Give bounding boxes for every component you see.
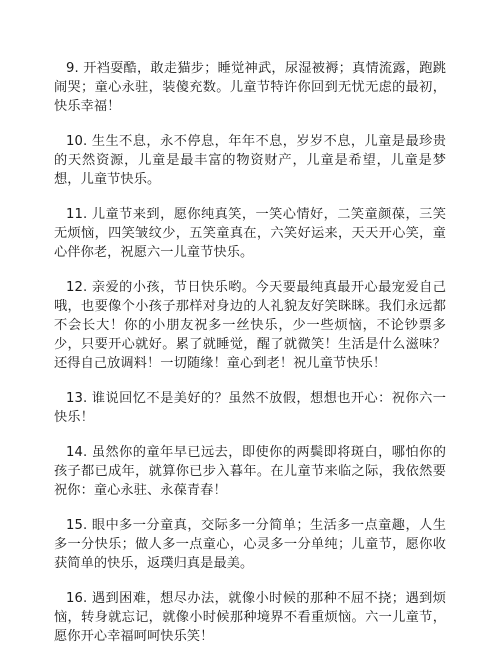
paragraph-12: 12. 亲爱的小孩，节日快乐哟。今天要最纯真最开心最宠爱自己哦，也要像个小孩子那样对身边的人礼貌友好笑眯眯。我们永远都不会长大！你的小朋友祝多一丝快乐，少一些烦恼，不论钞票多少，只要开心就好。累了就睡觉，醒了就微笑！生活是什么滋味？还得自己放调料！一切随缘！童心到老！祝儿童节快乐！ [54, 280, 446, 371]
paragraph-13: 13. 谁说回忆不是美好的？虽然不放假，想想也开心：祝你六一快乐！ [54, 391, 446, 425]
paragraph-14: 14. 虽然你的童年早已远去，即使你的两鬓即将斑白，哪怕你的孩子都已成年，就算你已步入暮年。在儿童节来临之际，我依然要祝你：童心永驻、永葆青春！ [54, 445, 446, 498]
paragraph-10: 10. 生生不息，永不停息，年年不息，岁岁不息，儿童是最珍贵的天然资源，儿童是最丰富的物资财产，儿童是希望，儿童是梦想，儿童节快乐。 [54, 134, 446, 187]
paragraph-15: 15. 眼中多一分童真，交际多一分简单；生活多一点童趣，人生多一分快乐；做人多一点童心，心灵多一分单纯；儿童节，愿你收获简单的快乐，返璞归真是最美。 [54, 518, 446, 571]
paragraph-9: 9. 开裆耍酷，敢走猫步；睡觉神武，尿湿被褥；真情流露，跑跳闹哭；童心永驻，装傻充数。儿童节特许你回到无忧无虑的最初，快乐幸福！ [54, 61, 446, 114]
paragraph-11: 11. 儿童节来到，愿你纯真笑，一笑心情好，二笑童颜葆，三笑无烦恼，四笑皱纹少，五笑童真在，六笑好运来，天天开心笑，童心伴你老，祝愿六一儿童节快乐。 [54, 207, 446, 260]
paragraph-16: 16. 遇到困难，想尽办法，就像小时候的那种不屈不挠；遇到烦恼，转身就忘记，就像小时候那种境界不看重烦恼。六一儿童节，愿你开心幸福呵呵快乐笑！ [54, 591, 446, 644]
document-body [54, 59, 446, 646]
